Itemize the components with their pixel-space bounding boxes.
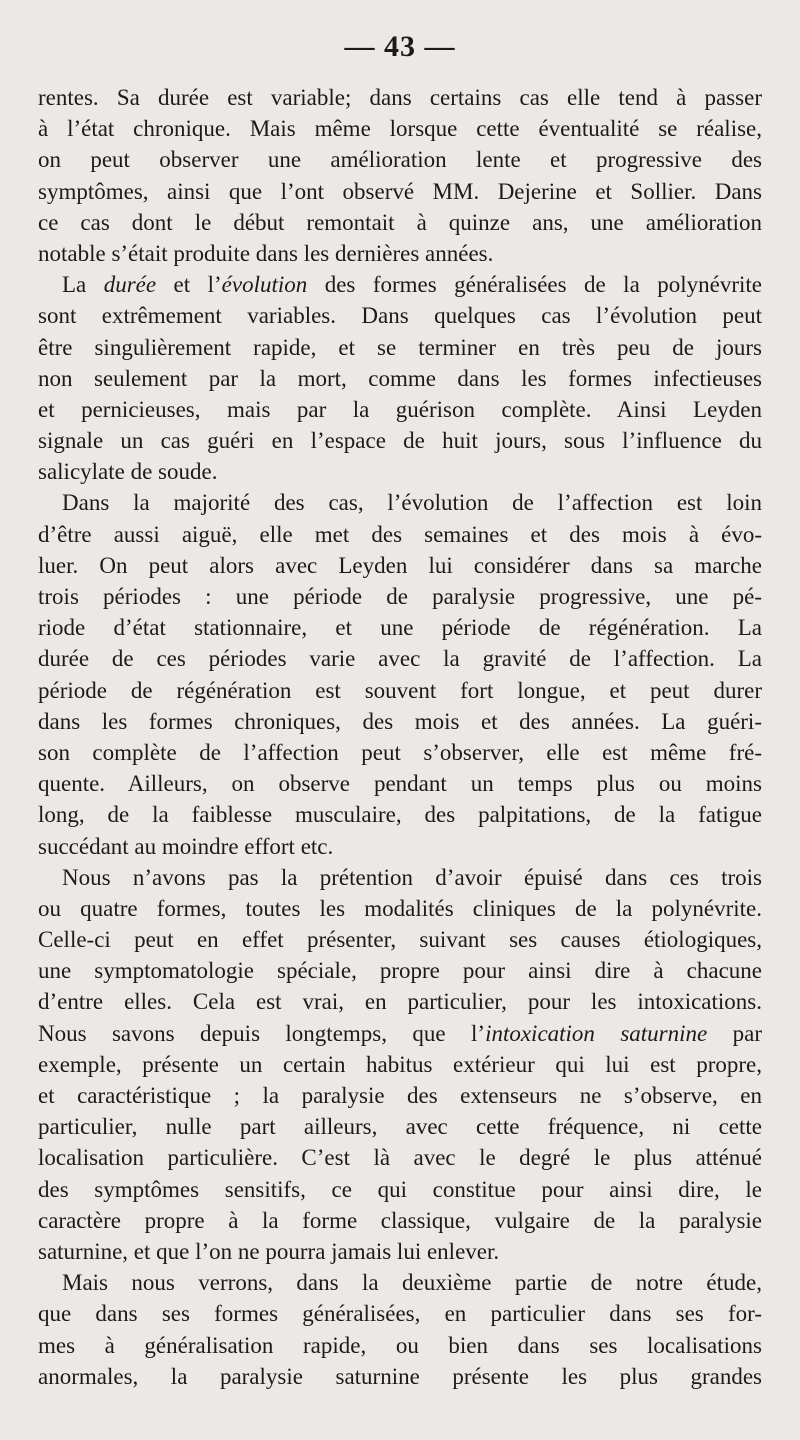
text-segment: et l’ — [156, 272, 222, 298]
text-line: à l’état chronique. Mais même lorsque cette éventualité se réalise, — [38, 116, 762, 142]
text-line: riode d’état stationnaire, et une période de régénération. La — [38, 615, 762, 641]
text-line: Dans la majorité des cas, l’évolution de l’affection est loin — [62, 490, 762, 516]
text-line: luer. On peut alors avec Leyden lui considérer dans sa marche — [38, 552, 762, 578]
text-segment: La — [62, 272, 104, 298]
text-line: sont extrêmement variables. Dans quelques cas l’évolution peut — [38, 303, 762, 329]
text-segment: par — [707, 1020, 763, 1046]
text-line: succédant au moindre effort etc. — [38, 833, 334, 859]
text-segment: des formes généralisées de la polynévrite — [307, 272, 762, 298]
text-segment: Nous savons depuis longtemps, que l’ — [38, 1020, 486, 1046]
text-line: anormales, la paralysie saturnine présente les plus grandes — [38, 1363, 762, 1389]
text-line: ou quatre formes, toutes les modalités cliniques de la polynévrite. — [38, 895, 762, 921]
text-line: période de régénération est souvent fort longue, et peut durer — [38, 677, 762, 703]
text-line: signale un cas guéri en l’espace de huit jours, sous l’influence du — [38, 428, 762, 454]
text-line: des symptômes sensitifs, ce qui constitue pour ainsi dire, le — [38, 1176, 762, 1202]
text-line: Celle-ci peut en effet présenter, suivant ses causes étiologiques, — [38, 927, 762, 953]
text-line: on peut observer une amélioration lente et progressive des — [38, 147, 762, 173]
text-line: son complète de l’affection peut s’observer, elle est même fré- — [38, 739, 762, 765]
emphasis-evolution: évolution — [221, 272, 308, 298]
page-number: — 43 — — [344, 30, 456, 63]
text-line: une symptomatologie spéciale, propre pour ainsi dire à chacune — [38, 958, 762, 984]
text-line: long, de la faiblesse musculaire, des palpitations, de la fatigue — [38, 802, 762, 828]
text-line — [38, 1018, 762, 1049]
text-line: ce cas dont le début remontait à quinze ans, une amélioration — [38, 209, 762, 235]
text-line: saturnine, et que l’on ne pourra jamais lui enlever. — [38, 1238, 500, 1264]
text-line: durée de ces périodes varie avec la gravité de l’affection. La — [38, 646, 762, 672]
text-line: rentes. Sa durée est variable; dans certains cas elle tend à passer — [38, 85, 762, 110]
text-line: d’entre elles. Cela est vrai, en particulier, pour les intoxications. — [38, 989, 762, 1015]
text-line: localisation particulière. C’est là avec le degré le plus atténué — [38, 1145, 762, 1171]
text-line: non seulement par la mort, comme dans les formes infectieuses — [38, 365, 762, 391]
text-line: que dans ses formes généralisées, en particulier dans ses for- — [38, 1301, 762, 1327]
text-line: symptômes, ainsi que l’ont observé MM. Dejerine et Sollier. Dans — [38, 178, 762, 204]
text-line: quente. Ailleurs, on observe pendant un temps plus ou moins — [38, 771, 762, 797]
text-line: dans les formes chroniques, des mois et des années. La guéri- — [38, 708, 762, 734]
text-line: notable s’était produite dans les dernières années. — [38, 240, 494, 266]
text-line: exemple, présente un certain habitus extérieur qui lui est propre, — [38, 1051, 762, 1077]
text-line: être singulièrement rapide, et se terminer en très peu de jours — [38, 334, 762, 360]
text-line: et pernicieuses, mais par la guérison complète. Ainsi Leyden — [38, 396, 762, 422]
body-text — [38, 82, 762, 1392]
text-line — [38, 269, 762, 300]
text-line: trois périodes : une période de paralysie progressive, une pé- — [38, 584, 762, 609]
text-line: caractère propre à la forme classique, vulgaire de la paralysie — [38, 1207, 762, 1233]
text-line: mes à généralisation rapide, ou bien dans ses localisations — [38, 1332, 762, 1358]
text-line: Nous n’avons pas la prétention d’avoir épuisé dans ces trois — [62, 864, 762, 890]
text-line: d’être aussi aiguë, elle met des semaines et des mois à évo- — [38, 521, 762, 547]
text-line: et caractéristique ; la paralysie des extenseurs ne s’observe, en — [38, 1083, 762, 1108]
text-line: Mais nous verrons, dans la deuxième partie de notre étude, — [62, 1270, 762, 1296]
text-line: salicylate de soude. — [38, 459, 218, 485]
emphasis-duree: durée — [103, 272, 157, 298]
emphasis-intoxication-saturnine: intoxication saturnine — [485, 1020, 708, 1046]
text-line: particulier, nulle part ailleurs, avec cette fréquence, ni cette — [38, 1114, 762, 1140]
